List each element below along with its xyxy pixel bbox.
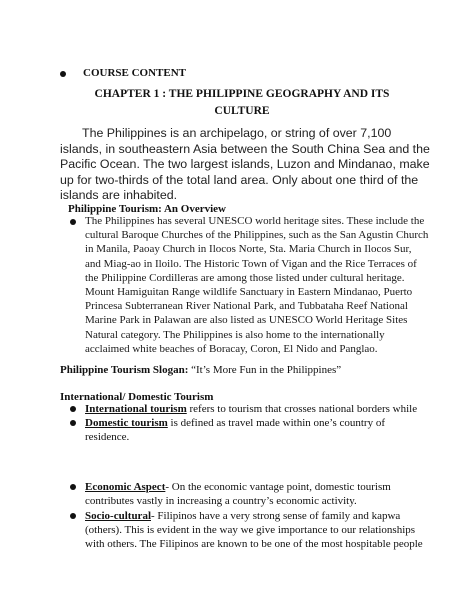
economic-aspect-definition: - On the economic vantage point, domestic tourism contributes vastly in increasing a country’s economic activity. <box>85 481 391 507</box>
domestic-tourism-item <box>85 416 425 444</box>
international-tourism-item <box>85 402 440 416</box>
slogan-label: Philippine Tourism Slogan: <box>60 364 189 376</box>
chapter-title-line2: CULTURE <box>214 105 270 117</box>
overview-paragraph: The Philippines has several UNESCO world heritage sites. These include the cultural Baroque Churches of the Philippines, such as the San Agustin Church in Manila, Paoay Church in Ilocos Norte, Sta. Maria Church in Ilocos Sur, and Miag-ao in Iloilo. The Historic Town of Vigan and the Rice Terraces of the Philippine Cordilleras are among those listed under cultural heritage. Mount Hamiguitan Range wildlife Sanctuary in Eastern Mindanao, Puerto Princesa Subterranean River National Park, and Tubbataha Reef National Marine Park in Palawan are also listed as UNESCO World Heritage Sites Natural category. The Philippines is also home to the internationally acclaimed white beaches of Boracay, Coron, El Nido and Panglao. <box>85 215 429 355</box>
economic-aspect-term: Economic Aspect <box>85 481 166 493</box>
international-tourism-definition: refers to tourism that crosses national borders while <box>186 403 418 415</box>
intro-text: The Philippines is an archipelago, or string of over 7,100 islands, in southeastern Asia between the South China Sea and the Pacific Ocean. The two largest islands, Luzon and Mindanao, make up for two-thirds of the total land area. Only about one third of the islands are inhabited. <box>60 126 430 203</box>
overview-heading: Philippine Tourism: An Overview <box>68 203 226 215</box>
international-tourism-term: International tourism <box>85 403 187 415</box>
bullet-icon <box>70 406 76 412</box>
socio-cultural-term: Socio-cultural <box>85 510 151 522</box>
domestic-tourism-term: Domestic tourism <box>85 417 168 429</box>
bullet-icon <box>60 71 66 77</box>
socio-cultural-item <box>85 509 429 551</box>
bullet-icon <box>70 484 76 490</box>
bullet-icon <box>70 219 76 225</box>
chapter-title <box>60 86 424 120</box>
slogan-text: “It’s More Fun in the Philippines” <box>188 364 342 376</box>
course-content-heading: COURSE CONTENT <box>83 67 186 79</box>
bullet-icon <box>70 420 76 426</box>
intl-domestic-heading: International/ Domestic Tourism <box>60 391 214 403</box>
slogan-line <box>60 364 341 376</box>
domestic-tourism-definition: is defined as travel made within one’s country of residence. <box>85 417 385 443</box>
economic-aspect-item <box>85 480 425 508</box>
bullet-icon <box>70 513 76 519</box>
intro-paragraph <box>60 126 432 204</box>
chapter-title-line1: CHAPTER 1 : THE PHILIPPINE GEOGRAPHY AND ITS <box>94 88 390 100</box>
socio-cultural-definition: - Filipinos have a very strong sense of family and kapwa (others). This is evident in the way we give importance to our relationships with others. The Filipinos are known to be one of the most hospitable people <box>85 510 423 550</box>
